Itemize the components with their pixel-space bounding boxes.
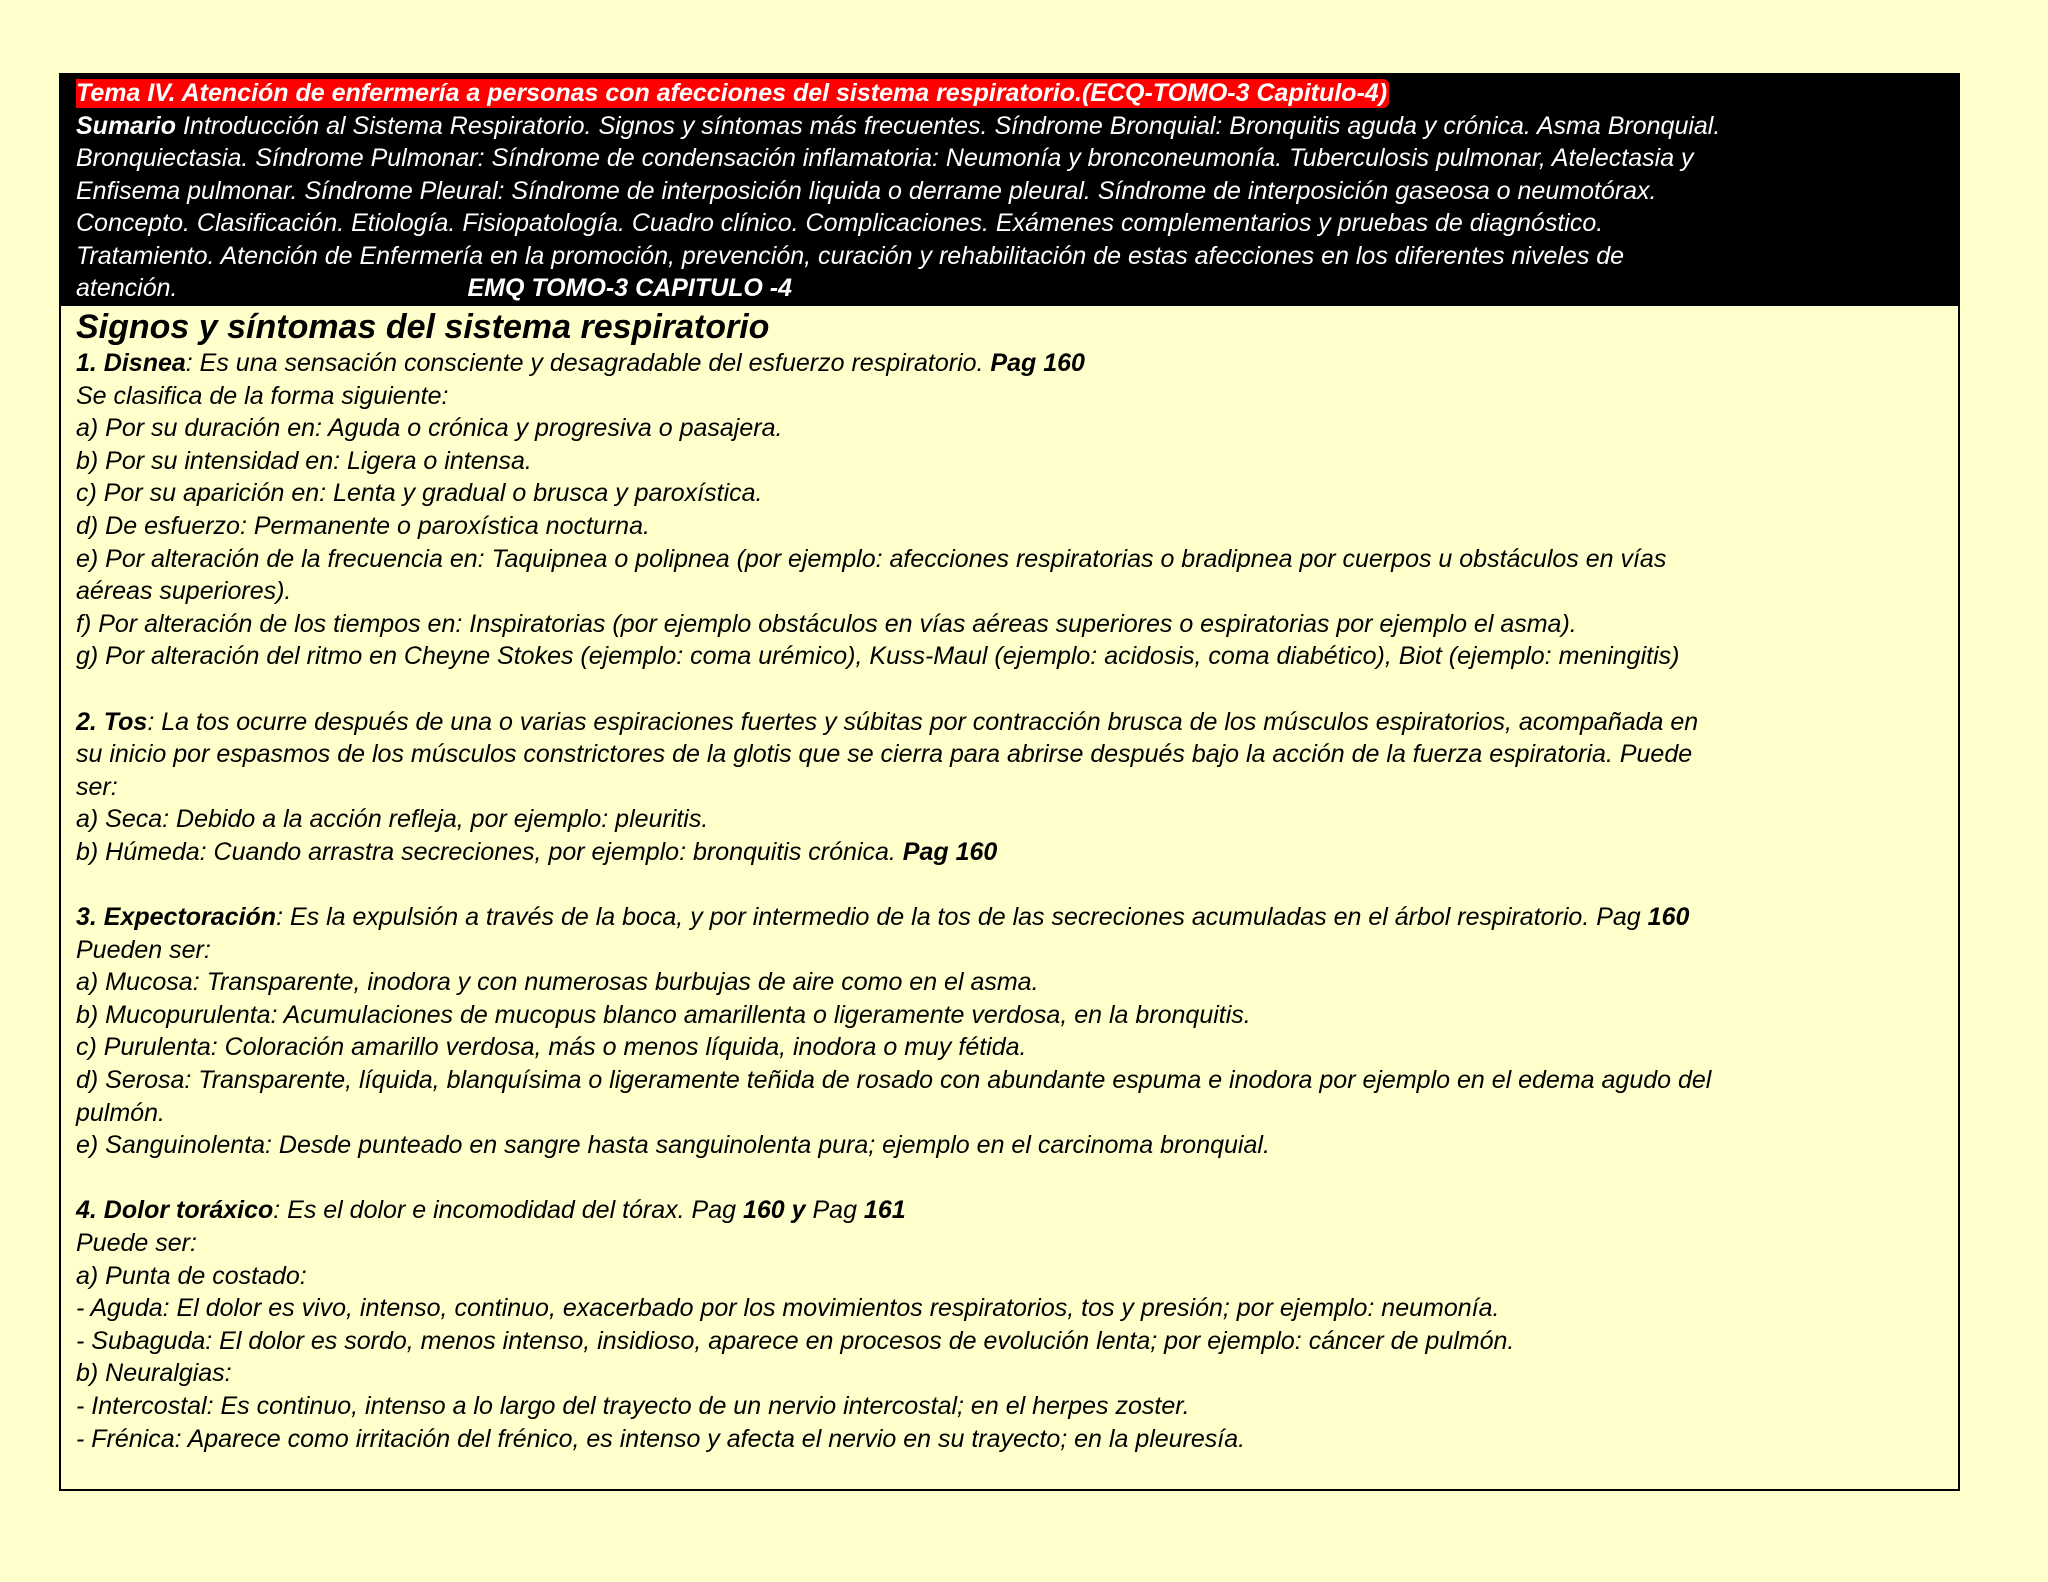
list-item: su inicio por espasmos de los músculos constrictores de la glotis que se cierra para abrirse después bajo la acción de la fuerza espiratoria. Puede (76, 740, 1693, 769)
list-item: a) Punta de costado: (76, 1261, 307, 1290)
list-item: b) Por su intensidad en: Ligera o intensa. (76, 446, 532, 475)
list-item: - Aguda: El dolor es vivo, intenso, continuo, exacerbado por los movimientos respiratorios, tos y presión; por ejemplo: neumonía. (76, 1294, 1500, 1323)
list-item: a) Por su duración en: Aguda o crónica y progresiva o pasajera. (76, 414, 783, 443)
list-item: g) Por alteración del ritmo en Cheyne Stokes (ejemplo: coma urémico), Kuss-Maul (ejemplo: acidosis, coma diabético), Biot (ejemplo: meningitis) (76, 642, 1680, 671)
summary-header (61, 75, 1958, 306)
list-item: d) Serosa: Transparente, líquida, blanquísima o ligeramente teñida de rosado con abundante espuma e inodora por ejemplo en el edema agudo del (76, 1066, 1712, 1095)
summary-line (76, 272, 1958, 305)
list-item: a) Seca: Debido a la acción refleja, por ejemplo: pleuritis. (76, 805, 709, 834)
summary-text: Introducción al Sistema Respiratorio. Signos y síntomas más frecuentes. Síndrome Bronquial: Bronquitis aguda y crónica. Asma Bronquial. (176, 111, 1721, 140)
disnea-heading: 1. Disnea: Es una sensación consciente y desagradable del esfuerzo respiratorio. Pag 160 (76, 349, 1085, 377)
source-reference: EMQ TOMO-3 CAPITULO -4 (467, 274, 793, 302)
list-item: d) De esfuerzo: Permanente o paroxística nocturna. (76, 511, 650, 540)
document-frame (59, 73, 1960, 1491)
list-item: Se clasifica de la forma siguiente: (76, 381, 449, 410)
tos-label: 2. Tos (76, 707, 148, 736)
page-ref: 161 (863, 1196, 906, 1225)
summary-line: Concepto. Clasificación. Etiología. Fisiopatología. Cuadro clínico. Complicaciones. Exámenes complementarios y pruebas de diagnóstico. (76, 209, 1604, 237)
summary-line: Bronquiectasia. Síndrome Pulmonar: Síndrome de condensación inflamatoria: Neumonía y bronconeumonía. Tuberculosis pulmonar, Atelectasia y (76, 144, 1694, 172)
summary-line (76, 110, 1958, 143)
list-item: b) Neuralgias: (76, 1359, 232, 1388)
list-item: f) Por alteración de los tiempos en: Inspiratorias (por ejemplo obstáculos en vías aéreas superiores o espiratorias por ejemplo el asma). (76, 609, 1577, 638)
list-item: Pueden ser: (76, 935, 211, 964)
list-item: e) Por alteración de la frecuencia en: Taquipnea o polipnea (por ejemplo: afecciones respiratorias o bradipnea por cuerpos u obstáculos en vías (76, 544, 1667, 573)
list-item: - Intercostal: Es continuo, intenso a lo largo del trayecto de un nervio intercostal; en el herpes zoster. (76, 1392, 1190, 1420)
topic-line (76, 77, 1958, 110)
page-ref: 160 (1647, 903, 1690, 932)
list-item: b) Mucopurulenta: Acumulaciones de mucopus blanco amarillenta o ligeramente verdosa, en la bronquitis. (76, 1000, 1251, 1029)
page-ref: Pag 160 (990, 349, 1085, 377)
list-item: e) Sanguinolenta: Desde punteado en sangre hasta sanguinolenta pura; ejemplo en el carcinoma bronquial. (76, 1131, 1270, 1160)
list-item: c) Purulenta: Coloración amarillo verdosa, más o menos líquida, inodora o muy fétida. (76, 1033, 1027, 1062)
list-item: a) Mucosa: Transparente, inodora y con numerosas burbujas de aire como en el asma. (76, 968, 1039, 997)
page-ref: Pag 160 (902, 837, 998, 866)
list-item: ser: (76, 772, 118, 801)
dolor-label: 4. Dolor toráxico (76, 1196, 274, 1225)
summary-label: Sumario (76, 111, 177, 140)
list-item: aéreas superiores). (76, 577, 292, 606)
list-item: b) Húmeda: Cuando arrastra secreciones, por ejemplo: bronquitis crónica. Pag 160 (76, 837, 998, 866)
content-body (61, 306, 1958, 1455)
dolor-heading: 4. Dolor toráxico: Es el dolor e incomodidad del tórax. Pag 160 y Pag 161 (76, 1196, 906, 1225)
summary-line: Tratamiento. Atención de Enfermería en la promoción, prevención, curación y rehabilitación de estas afecciones en los diferentes niveles de (76, 241, 1625, 270)
list-item: - Subaguda: El dolor es sordo, menos intenso, insidioso, aparece en procesos de evolución lenta; por ejemplo: cáncer de pulmón. (76, 1326, 1515, 1355)
list-item: pulmón. (76, 1098, 165, 1127)
list-item: Puede ser: (76, 1229, 197, 1258)
tos-heading: 2. Tos: La tos ocurre después de una o varias espiraciones fuertes y súbitas por contracción brusca de los músculos espiratorios, acompañada en (76, 707, 1699, 736)
topic-title: Tema IV. Atención de enfermería a personas con afecciones del sistema respiratorio.(ECQ-TOMO-3 Capitulo-4) (76, 79, 1388, 107)
summary-line: Enfisema pulmonar. Síndrome Pleural: Síndrome de interposición liquida o derrame pleural. Síndrome de interposición gaseosa o neumotórax. (76, 176, 1657, 205)
summary-text: atención. (76, 274, 178, 302)
list-item: c) Por su aparición en: Lenta y gradual o brusca y paroxística. (76, 479, 763, 508)
list-item: - Frénica: Aparece como irritación del frénico, es intenso y afecta el nervio en su trayecto; en la pleuresía. (76, 1424, 1246, 1453)
expectoracion-heading: 3. Expectoración: Es la expulsión a través de la boca, y por intermedio de la tos de las secreciones acumuladas en el árbol respiratorio. Pag 160 (76, 903, 1690, 932)
disnea-label: 1. Disnea (76, 349, 186, 377)
expectoracion-label: 3. Expectoración (76, 903, 277, 932)
section-title: Signos y síntomas del sistema respiratorio (76, 308, 770, 346)
page-ref: 160 y (742, 1196, 806, 1225)
